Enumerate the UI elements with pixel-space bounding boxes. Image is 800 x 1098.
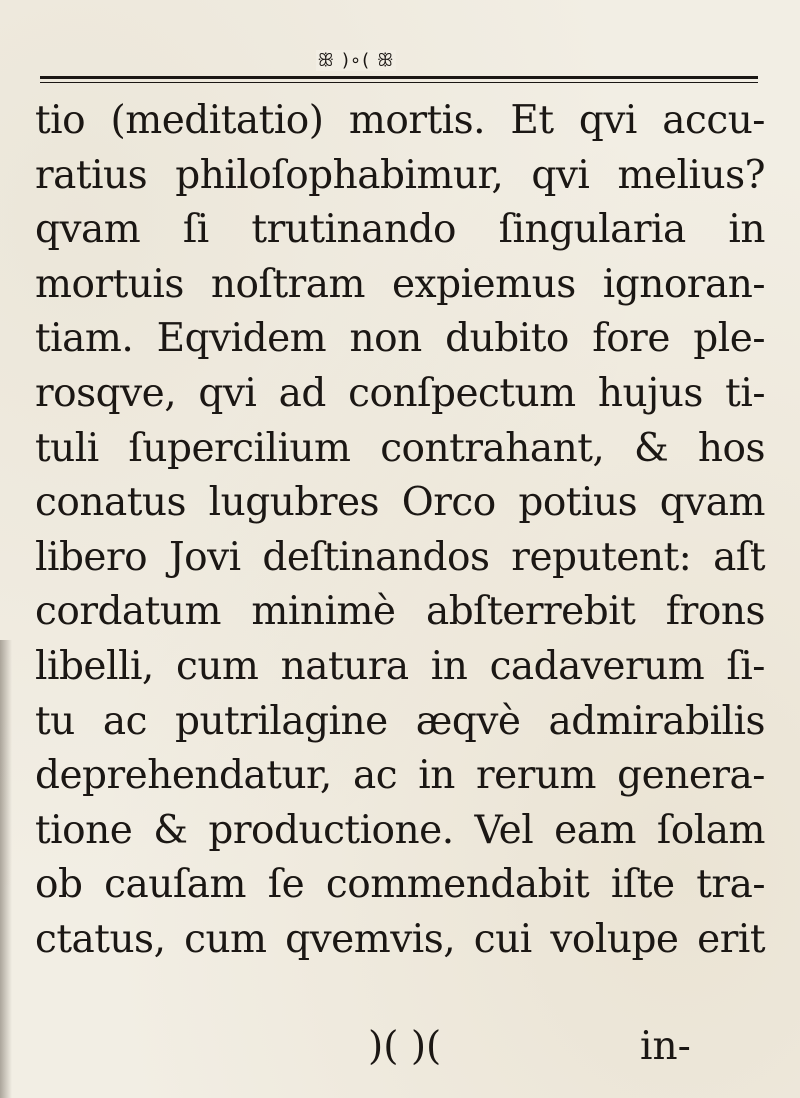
text-line: libelli, cum natura in cadaverum ſi- (35, 643, 765, 689)
text-line: mortuis noſtram expiemus ignoran- (35, 261, 765, 307)
text-line: tuli ſupercilium contrahant, & hos (35, 425, 765, 471)
header-ornament: ꕥ )∘( ꕥ (317, 50, 395, 71)
text-line: libero Jovi deſtinandos reputent: aſt (35, 534, 765, 580)
text-line: tione & productione. Vel eam ſolam (35, 807, 765, 853)
page-footer (0, 1024, 800, 1084)
text-line: deprehendatur, ac in rerum genera- (35, 753, 765, 799)
text-line: ob cauſam ſe commendabit iſte tra- (35, 862, 765, 908)
text-line: conatus lugubres Orco potius qvam (35, 480, 765, 526)
header-rule (40, 76, 758, 79)
text-line: ctatus, cum qvemvis, cui volupe erit (35, 916, 765, 962)
text-line: ratius philoſophabimur, qvi melius? (35, 152, 765, 198)
text-line: qvam ſi trutinando ſingularia in (35, 207, 765, 253)
header-rule-thin (40, 82, 758, 83)
text-line: rosqve, qvi ad conſpectum hujus ti- (35, 370, 765, 416)
text-line: cordatum minimè abſterrebit frons (35, 589, 765, 635)
catchword: in- (640, 1024, 691, 1069)
text-line: tiam. Eqvidem non dubito fore ple- (35, 316, 765, 362)
signature-mark: )( )( (368, 1024, 442, 1069)
text-line: tio (meditatio) mortis. Et qvi accu- (35, 98, 765, 143)
body-text (35, 94, 765, 968)
text-line: tu ac putrilagine æqvè admirabilis (35, 698, 765, 744)
